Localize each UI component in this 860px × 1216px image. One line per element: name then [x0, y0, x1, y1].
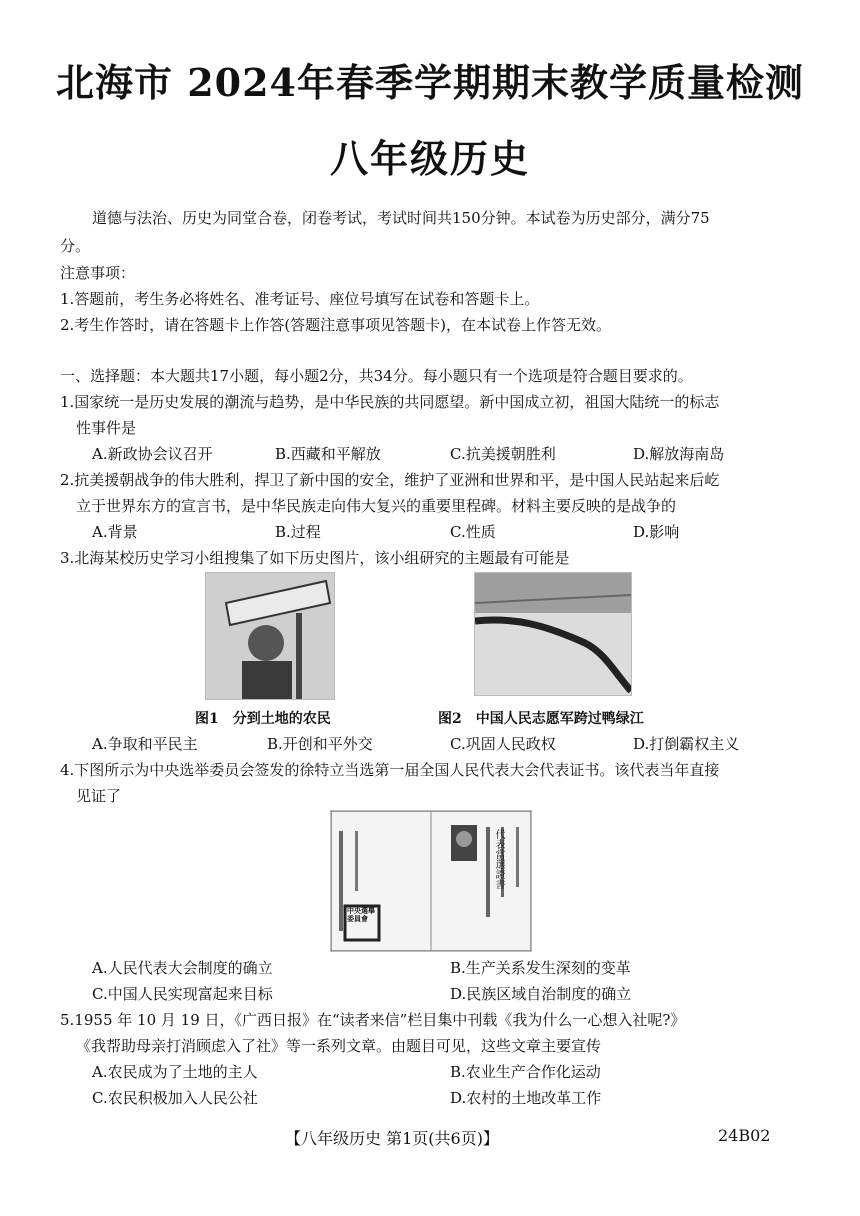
- certificate-stamp: 中央選舉委員會: [347, 906, 375, 923]
- note-item: 2.考生作答时，请在答题卡上作答(答题注意事项见答题卡)，在本试卷上作答无效。: [60, 316, 612, 334]
- page-footer-label: 【八年级历史 第1页(共6页)】: [285, 1129, 499, 1148]
- question-stem: 5.1955 年 10 月 19 日，《广西日报》在“读者来信”栏目集中刊载《我为什么一心想入社呢?》: [60, 1011, 686, 1029]
- figure-yalu-river-photo: [474, 572, 632, 696]
- option: A.新政协会议召开: [92, 445, 213, 463]
- notes-title: 注意事项：: [60, 264, 136, 282]
- figure-representative-certificate: [330, 810, 532, 952]
- figure-farmer-photo: [205, 572, 335, 700]
- option: C.农民积极加入人民公社: [92, 1089, 258, 1107]
- river-crossing-photo-icon: [475, 573, 631, 695]
- question-stem: 1.国家统一是历史发展的潮流与趋势，是中华民族的共同愿望。新中国成立初，祖国大陆统一的标志: [60, 393, 720, 411]
- section-heading: 一、选择题：本大题共17小题，每小题2分，共34分。每小题只有一个选项是符合题目要求的。: [60, 367, 693, 385]
- option: B.开创和平外交: [267, 735, 373, 753]
- figure-caption: 图2 中国人民志愿军跨过鸭绿江: [438, 711, 644, 727]
- exam-subtitle: 八年级历史: [329, 136, 530, 181]
- option: B.农业生产合作化运动: [450, 1063, 601, 1081]
- exam-title: 北海市 2024年春季学期期末教学质量检测: [56, 60, 804, 105]
- option: D.打倒霸权主义: [633, 735, 740, 753]
- question-stem: 4.下图所示为中央选举委员会签发的徐特立当选第一届全国人民代表大会代表证书。该代表当年直接: [60, 761, 720, 779]
- exam-code: 24B02: [718, 1126, 771, 1145]
- option: D.影响: [633, 523, 680, 541]
- option: A.人民代表大会制度的确立: [92, 959, 273, 977]
- question-stem: 立于世界东方的宣言书，是中华民族走向伟大复兴的重要里程碑。材料主要反映的是战争的: [76, 497, 677, 515]
- option: B.生产关系发生深刻的变革: [450, 959, 631, 977]
- option: D.解放海南岛: [633, 445, 725, 463]
- option: A.农民成为了土地的主人: [92, 1063, 258, 1081]
- option: B.过程: [275, 523, 321, 541]
- option: B.西藏和平解放: [275, 445, 381, 463]
- option: C.性质: [450, 523, 496, 541]
- question-stem: 2.抗美援朝战争的伟大胜利，捍卫了新中国的安全，维护了亚洲和世界和平，是中国人民站起来后屹: [60, 471, 720, 489]
- question-stem: 《我帮助母亲打消顾虑入了社》等一系列文章。由题目可见，这些文章主要宣传: [76, 1037, 602, 1055]
- certificate-title: 代表當選證書: [493, 829, 504, 889]
- figure-caption: 图1 分到土地的农民: [195, 711, 331, 727]
- option: D.民族区域自治制度的确立: [450, 985, 632, 1003]
- option: D.农村的土地改革工作: [450, 1089, 602, 1107]
- option: C.巩固人民政权: [450, 735, 556, 753]
- farmer-photo-icon: [206, 573, 334, 699]
- question-stem: 3.北海某校历史学习小组搜集了如下历史图片，该小组研究的主题最有可能是: [60, 549, 570, 567]
- option: A.背景: [92, 523, 138, 541]
- question-stem: 见证了: [76, 787, 122, 805]
- option: C.抗美援朝胜利: [450, 445, 556, 463]
- question-stem: 性事件是: [76, 419, 137, 437]
- option: C.中国人民实现富起来目标: [92, 985, 273, 1003]
- option: A.争取和平民主: [92, 735, 198, 753]
- intro-line: 道德与法治、历史为同堂合卷，闭卷考试，考试时间共150分钟。本试卷为历史部分，满分75: [92, 209, 710, 227]
- intro-line: 分。: [60, 237, 91, 255]
- note-item: 1.答题前，考生务必将姓名、准考证号、座位号填写在试卷和答题卡上。: [60, 290, 540, 308]
